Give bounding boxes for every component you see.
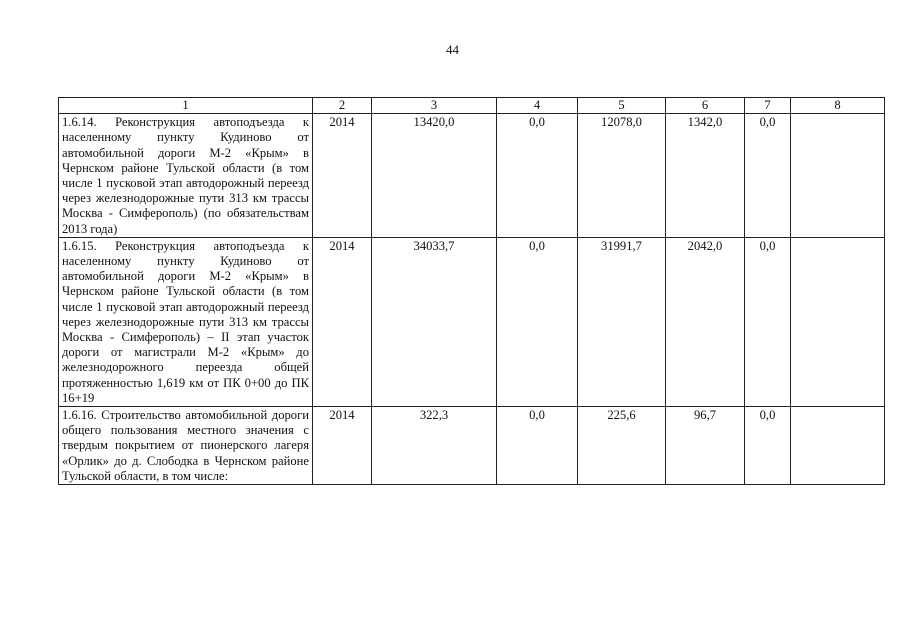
- row-year: 2014: [313, 407, 372, 485]
- column-header-5: 5: [578, 98, 666, 114]
- budget-table: [58, 97, 885, 485]
- row-col7-value: 0,0: [745, 237, 791, 406]
- column-header-3: 3: [372, 98, 497, 114]
- row-col4-value: 0,0: [497, 237, 578, 406]
- column-header-4: 4: [497, 98, 578, 114]
- row-col4-value: 0,0: [497, 114, 578, 238]
- row-col3-value: 34033,7: [372, 237, 497, 406]
- column-header-8: 8: [791, 98, 885, 114]
- row-col6-value: 1342,0: [666, 114, 745, 238]
- row-col7-value: 0,0: [745, 407, 791, 485]
- row-col5-value: 12078,0: [578, 114, 666, 238]
- row-description: 1.6.16. Строительство автомобильной дороги общего пользования местного значения с твердым покрытием от пионерского лагеря «Орлик» до д. Слободка в Чернском районе Тульской области, в том числе:: [59, 407, 313, 485]
- row-col5-value: 225,6: [578, 407, 666, 485]
- column-header-7: 7: [745, 98, 791, 114]
- row-description: 1.6.14. Реконструкция автоподъезда к населенному пункту Кудиново от автомобильной дороги М-2 «Крым» в Чернском районе Тульской области (в том числе 1 пусковой этап автодорожный переезд через железнодорожные пути 313 км трассы Москва - Симферополь) (по обязательствам 2013 года): [59, 114, 313, 238]
- row-col7-value: 0,0: [745, 114, 791, 238]
- row-col3-value: 13420,0: [372, 114, 497, 238]
- row-col6-value: 2042,0: [666, 237, 745, 406]
- column-header-2: 2: [313, 98, 372, 114]
- row-col4-value: 0,0: [497, 407, 578, 485]
- table-row: [59, 407, 885, 485]
- column-header-1: 1: [59, 98, 313, 114]
- row-col8-value: [791, 407, 885, 485]
- row-description: 1.6.15. Реконструкция автоподъезда к населенному пункту Кудиново от автомобильной дороги М-2 «Крым» в Чернском районе Тульской области (в том числе 1 пусковой этап автодорожный переезд через железнодорожные пути 313 км трассы Москва - Симферополь) – II этап участок дороги от магистрали М-2 «Крым» до железнодорожного переезда общей протяженностью 1,619 км от ПК 0+00 до ПК 16+19: [59, 237, 313, 406]
- row-year: 2014: [313, 237, 372, 406]
- page-number: 44: [446, 42, 459, 57]
- header-row: [59, 98, 885, 114]
- row-col5-value: 31991,7: [578, 237, 666, 406]
- row-col8-value: [791, 237, 885, 406]
- column-header-6: 6: [666, 98, 745, 114]
- row-col8-value: [791, 114, 885, 238]
- row-col6-value: 96,7: [666, 407, 745, 485]
- row-col3-value: 322,3: [372, 407, 497, 485]
- row-year: 2014: [313, 114, 372, 238]
- table-row: [59, 237, 885, 406]
- table-row: [59, 114, 885, 238]
